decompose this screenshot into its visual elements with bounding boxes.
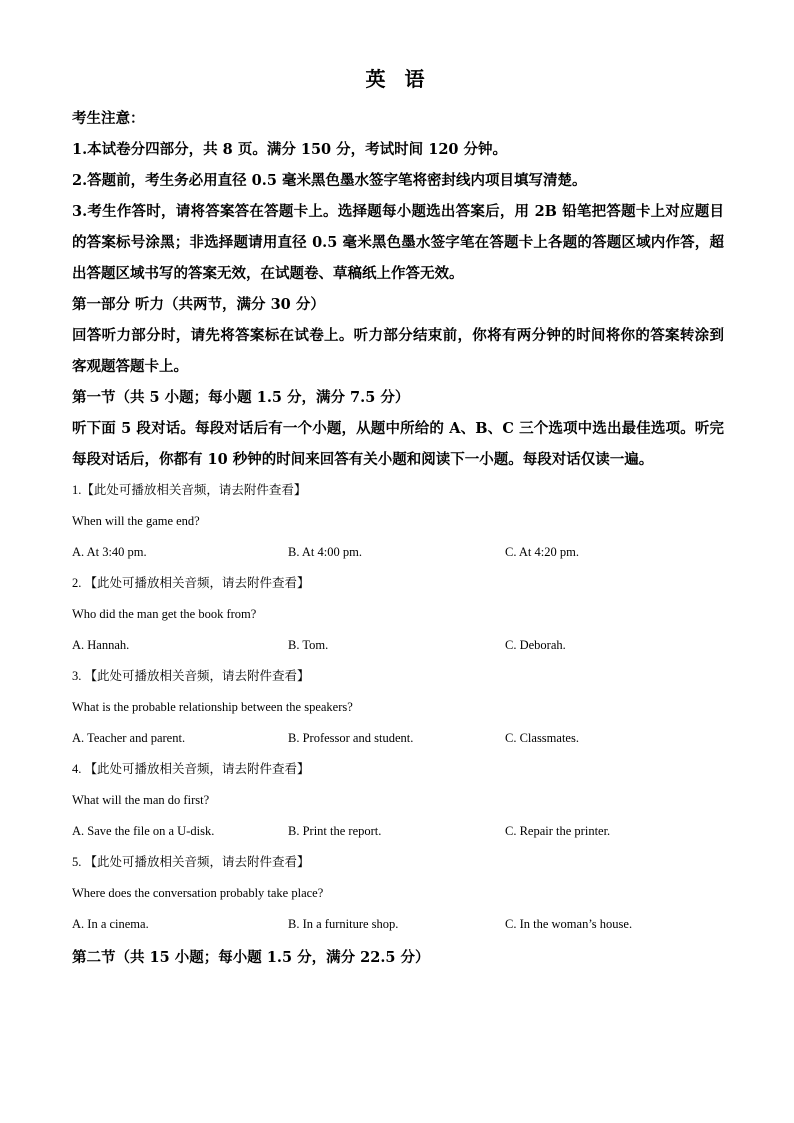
question-text: Where does the conversation probably take place? bbox=[72, 886, 324, 900]
question-audio-placeholder: 2. 【此处可播放相关音频，请去附件查看】 bbox=[72, 576, 310, 590]
question-audio-placeholder: 4. 【此处可播放相关音频，请去附件查看】 bbox=[72, 762, 310, 776]
notice-item-3: 3.考生作答时，请将答案答在答题卡上。选择题每小题选出答案后，用 2B 铅笔把答题卡上对应题目的答案标号涂黑；非选择题请用直径 0.5 毫米黑色墨水签字笔在答题卡上各题的答题区域内作答，超出答题区域书写的答案无效，在试题卷、草稿纸上作答无效。 bbox=[72, 203, 724, 282]
notice-item-1: 1.本试卷分四部分，共 8 页。满分 150 分，考试时间 120 分钟。 bbox=[72, 141, 508, 158]
option-b: B. At 4:00 pm. bbox=[288, 545, 362, 559]
section2-heading: 第二节（共 15 小题；每小题 1.5 分，满分 22.5 分） bbox=[72, 949, 430, 966]
question-options bbox=[72, 537, 724, 568]
question-audio-placeholder: 5. 【此处可播放相关音频，请去附件查看】 bbox=[72, 855, 310, 869]
option-a: A. In a cinema. bbox=[72, 917, 149, 931]
option-a: A. Teacher and parent. bbox=[72, 731, 186, 745]
option-c: C. At 4:20 pm. bbox=[505, 545, 579, 559]
option-c: C. Deborah. bbox=[505, 638, 566, 652]
question-options bbox=[72, 909, 724, 940]
question-5 bbox=[72, 847, 724, 940]
option-c: C. Classmates. bbox=[505, 731, 579, 745]
question-2 bbox=[72, 568, 724, 661]
question-audio-placeholder: 1.【此处可播放相关音频，请去附件查看】 bbox=[72, 483, 307, 497]
page-title: 英 语 bbox=[365, 67, 431, 91]
notice-item-2: 2.答题前，考生务必用直径 0.5 毫米黑色墨水签字笔将密封线内项目填写清楚。 bbox=[72, 172, 587, 189]
exam-page bbox=[72, 66, 724, 973]
question-options bbox=[72, 630, 724, 661]
option-b: B. Professor and student. bbox=[288, 731, 414, 745]
option-a: A. At 3:40 pm. bbox=[72, 545, 147, 559]
option-c: C. In the woman’s house. bbox=[505, 917, 633, 931]
part1-block bbox=[72, 289, 724, 382]
question-text: When will the game end? bbox=[72, 514, 200, 528]
question-3 bbox=[72, 661, 724, 754]
option-b: B. Print the report. bbox=[288, 824, 382, 838]
notice-block bbox=[72, 103, 724, 289]
notice-heading: 考生注意： bbox=[72, 110, 145, 127]
question-audio-placeholder: 3. 【此处可播放相关音频，请去附件查看】 bbox=[72, 669, 310, 683]
option-b: B. Tom. bbox=[288, 638, 329, 652]
question-1 bbox=[72, 475, 724, 568]
option-a: A. Save the file on a U-disk. bbox=[72, 824, 215, 838]
question-options bbox=[72, 723, 724, 754]
section1-heading: 第一节（共 5 小题；每小题 1.5 分，满分 7.5 分） bbox=[72, 389, 410, 406]
question-text: Who did the man get the book from? bbox=[72, 607, 257, 621]
part1-heading: 第一部分 听力（共两节，满分 30 分） bbox=[72, 296, 325, 313]
option-b: B. In a furniture shop. bbox=[288, 917, 399, 931]
question-text: What will the man do first? bbox=[72, 793, 210, 807]
section1-instruction: 听下面 5 段对话。每段对话后有一个小题，从题中所给的 A、B、C 三个选项中选出最佳选项。听完每段对话后，你都有 10 秒钟的时间来回答有关小题和阅读下一小题。每段对话仅读一遍。 bbox=[72, 420, 724, 468]
section1-block bbox=[72, 382, 724, 475]
option-c: C. Repair the printer. bbox=[505, 824, 611, 838]
section2-block bbox=[72, 942, 724, 973]
question-options bbox=[72, 816, 724, 847]
question-4 bbox=[72, 754, 724, 847]
part1-instruction: 回答听力部分时，请先将答案标在试卷上。听力部分结束前，你将有两分钟的时间将你的答案转涂到客观题答题卡上。 bbox=[72, 327, 724, 375]
option-a: A. Hannah. bbox=[72, 638, 130, 652]
question-text: What is the probable relationship between the speakers? bbox=[72, 700, 353, 714]
